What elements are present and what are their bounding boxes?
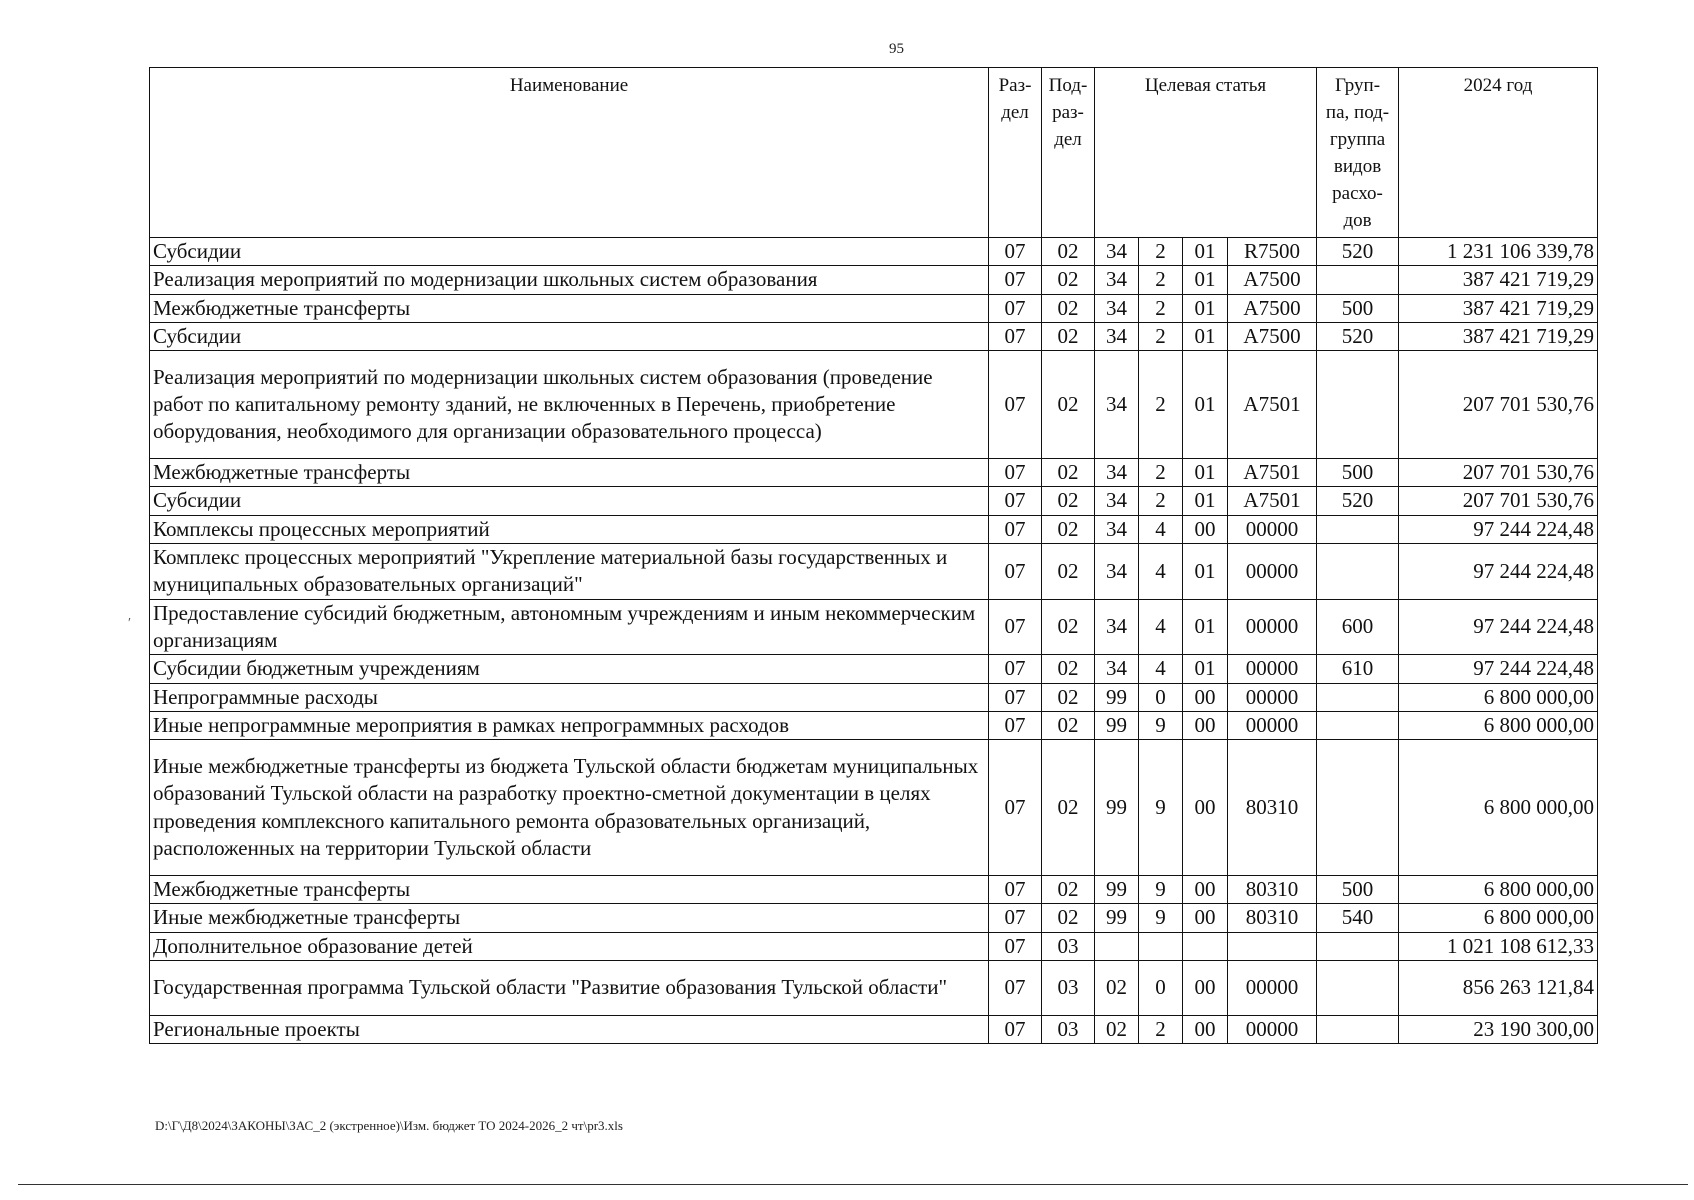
row-amount: 856 263 121,84 xyxy=(1399,961,1598,1016)
row-amount: 6 800 000,00 xyxy=(1399,904,1598,932)
row-name: Иные непрограммные мероприятия в рамках непрограммных расходов xyxy=(150,711,989,739)
table-row xyxy=(150,544,1598,600)
row-name: Дополнительное образование детей xyxy=(150,932,989,960)
row-target-program: 34 xyxy=(1095,599,1139,655)
header-target xyxy=(1095,68,1317,238)
table-row xyxy=(150,876,1598,904)
header-podrazdel xyxy=(1042,68,1095,238)
row-target-subprogram: 2 xyxy=(1139,322,1183,350)
row-target-subprogram: 4 xyxy=(1139,515,1183,543)
header-name-label: Наименование xyxy=(509,75,629,96)
row-amount: 1 021 108 612,33 xyxy=(1399,932,1598,960)
row-razdel: 07 xyxy=(989,238,1042,266)
row-name: Иные межбюджетные трансферты из бюджета Тульской области бюджетам муниципальных образований Тульской области на разработку проектно-сметной документации в целях проведения комплексного капитального ремонта образовательных организаций, расположенных на территории Тульской области xyxy=(150,740,989,876)
row-podrazdel: 02 xyxy=(1042,683,1095,711)
row-podrazdel: 02 xyxy=(1042,238,1095,266)
row-target-program: 99 xyxy=(1095,876,1139,904)
row-expense-group: 500 xyxy=(1317,294,1399,322)
row-expense-group: 520 xyxy=(1317,487,1399,515)
row-target-element: 00 xyxy=(1183,876,1228,904)
table-row xyxy=(150,961,1598,1016)
row-target-direction: А7501 xyxy=(1228,459,1317,487)
row-target-subprogram: 0 xyxy=(1139,683,1183,711)
row-name: Иные межбюджетные трансферты xyxy=(150,904,989,932)
table-row xyxy=(150,711,1598,739)
row-expense-group: 500 xyxy=(1317,876,1399,904)
row-name: Реализация мероприятий по модернизации школьных систем образования (проведение работ по капитальному ремонту зданий, не включенных в Перечень, приобретение оборудования, необходимого для организации образовательного процесса) xyxy=(150,351,989,459)
row-amount: 6 800 000,00 xyxy=(1399,876,1598,904)
row-target-subprogram: 2 xyxy=(1139,459,1183,487)
row-razdel: 07 xyxy=(989,351,1042,459)
row-target-subprogram: 9 xyxy=(1139,711,1183,739)
row-target-direction: 80310 xyxy=(1228,904,1317,932)
row-expense-group xyxy=(1317,961,1399,1016)
row-name: Реализация мероприятий по модернизации школьных систем образования xyxy=(150,266,989,294)
row-target-direction: 00000 xyxy=(1228,655,1317,683)
row-target-element: 00 xyxy=(1183,1016,1228,1044)
row-podrazdel: 02 xyxy=(1042,459,1095,487)
row-target-direction: А7500 xyxy=(1228,294,1317,322)
row-target-direction: 00000 xyxy=(1228,515,1317,543)
row-target-element: 01 xyxy=(1183,459,1228,487)
row-amount: 207 701 530,76 xyxy=(1399,487,1598,515)
table-row xyxy=(150,740,1598,876)
row-target-element: 01 xyxy=(1183,266,1228,294)
row-target-direction xyxy=(1228,932,1317,960)
row-target-element: 00 xyxy=(1183,740,1228,876)
header-row xyxy=(150,68,1598,238)
header-razdel xyxy=(989,68,1042,238)
row-target-subprogram: 0 xyxy=(1139,961,1183,1016)
row-expense-group xyxy=(1317,932,1399,960)
row-target-element: 00 xyxy=(1183,961,1228,1016)
row-target-direction: 00000 xyxy=(1228,711,1317,739)
row-amount: 387 421 719,29 xyxy=(1399,322,1598,350)
row-razdel: 07 xyxy=(989,876,1042,904)
row-target-program: 34 xyxy=(1095,266,1139,294)
row-razdel: 07 xyxy=(989,294,1042,322)
row-target-subprogram: 2 xyxy=(1139,1016,1183,1044)
row-name: Предоставление субсидий бюджетным, автономным учреждениям и иным некоммерческим организациям xyxy=(150,599,989,655)
row-target-subprogram: 2 xyxy=(1139,294,1183,322)
row-target-element: 01 xyxy=(1183,544,1228,600)
row-razdel: 07 xyxy=(989,322,1042,350)
table-row xyxy=(150,515,1598,543)
row-name: Региональные проекты xyxy=(150,1016,989,1044)
row-podrazdel: 02 xyxy=(1042,904,1095,932)
row-expense-group xyxy=(1317,711,1399,739)
row-target-element: 01 xyxy=(1183,294,1228,322)
row-name: Субсидии xyxy=(150,487,989,515)
row-podrazdel: 02 xyxy=(1042,322,1095,350)
row-amount: 6 800 000,00 xyxy=(1399,683,1598,711)
row-expense-group xyxy=(1317,1016,1399,1044)
row-target-element: 01 xyxy=(1183,322,1228,350)
row-podrazdel: 02 xyxy=(1042,876,1095,904)
table-body xyxy=(150,238,1598,1044)
row-amount: 207 701 530,76 xyxy=(1399,351,1598,459)
table-row xyxy=(150,599,1598,655)
table-row xyxy=(150,1016,1598,1044)
row-target-subprogram: 2 xyxy=(1139,266,1183,294)
header-group xyxy=(1317,68,1399,238)
row-target-element: 00 xyxy=(1183,711,1228,739)
row-razdel: 07 xyxy=(989,1016,1042,1044)
row-target-element: 00 xyxy=(1183,904,1228,932)
row-name: Комплекс процессных мероприятий "Укрепление материальной базы государственных и муниципальных образовательных организаций" xyxy=(150,544,989,600)
row-target-program: 99 xyxy=(1095,683,1139,711)
table-row xyxy=(150,266,1598,294)
row-podrazdel: 03 xyxy=(1042,1016,1095,1044)
row-expense-group xyxy=(1317,266,1399,294)
row-name: Субсидии xyxy=(150,238,989,266)
row-expense-group: 500 xyxy=(1317,459,1399,487)
row-name: Государственная программа Тульской области "Развитие образования Тульской области" xyxy=(150,961,989,1016)
row-name: Субсидии бюджетным учреждениям xyxy=(150,655,989,683)
row-target-element: 01 xyxy=(1183,487,1228,515)
row-target-program: 02 xyxy=(1095,1016,1139,1044)
row-expense-group xyxy=(1317,683,1399,711)
table-row xyxy=(150,683,1598,711)
row-target-direction: А7500 xyxy=(1228,266,1317,294)
row-expense-group: 520 xyxy=(1317,322,1399,350)
row-target-direction: 00000 xyxy=(1228,683,1317,711)
row-razdel: 07 xyxy=(989,487,1042,515)
row-amount: 97 244 224,48 xyxy=(1399,599,1598,655)
row-expense-group xyxy=(1317,515,1399,543)
row-target-program: 34 xyxy=(1095,238,1139,266)
row-target-direction: 00000 xyxy=(1228,1016,1317,1044)
header-podrazdel-label: Под- раз- дел xyxy=(1048,75,1088,150)
row-target-program: 34 xyxy=(1095,487,1139,515)
bottom-rule xyxy=(18,1184,1688,1185)
row-target-element: 00 xyxy=(1183,515,1228,543)
budget-table xyxy=(149,67,1598,1044)
row-amount: 97 244 224,48 xyxy=(1399,544,1598,600)
row-target-program: 02 xyxy=(1095,961,1139,1016)
row-expense-group: 520 xyxy=(1317,238,1399,266)
row-razdel: 07 xyxy=(989,655,1042,683)
row-razdel: 07 xyxy=(989,932,1042,960)
row-podrazdel: 02 xyxy=(1042,599,1095,655)
row-amount: 387 421 719,29 xyxy=(1399,266,1598,294)
row-razdel: 07 xyxy=(989,544,1042,600)
row-target-program: 34 xyxy=(1095,515,1139,543)
row-podrazdel: 03 xyxy=(1042,961,1095,1016)
row-podrazdel: 03 xyxy=(1042,932,1095,960)
header-year xyxy=(1399,68,1598,238)
header-target-label: Целевая статья xyxy=(1144,75,1267,96)
row-razdel: 07 xyxy=(989,683,1042,711)
header-group-label: Груп- па, под- группа видов расхо- дов xyxy=(1325,75,1390,231)
row-amount: 387 421 719,29 xyxy=(1399,294,1598,322)
table-row xyxy=(150,655,1598,683)
row-name: Межбюджетные трансферты xyxy=(150,294,989,322)
row-target-subprogram: 4 xyxy=(1139,599,1183,655)
row-razdel: 07 xyxy=(989,515,1042,543)
row-target-program: 99 xyxy=(1095,740,1139,876)
row-expense-group: 540 xyxy=(1317,904,1399,932)
row-target-direction: 80310 xyxy=(1228,876,1317,904)
row-razdel: 07 xyxy=(989,961,1042,1016)
row-podrazdel: 02 xyxy=(1042,351,1095,459)
row-expense-group xyxy=(1317,740,1399,876)
row-target-element: 01 xyxy=(1183,351,1228,459)
table-row xyxy=(150,294,1598,322)
row-amount: 97 244 224,48 xyxy=(1399,515,1598,543)
row-target-element: 01 xyxy=(1183,655,1228,683)
table-row xyxy=(150,459,1598,487)
row-target-subprogram: 2 xyxy=(1139,487,1183,515)
row-target-subprogram: 9 xyxy=(1139,904,1183,932)
row-target-subprogram: 2 xyxy=(1139,238,1183,266)
row-target-subprogram xyxy=(1139,932,1183,960)
row-name: Субсидии xyxy=(150,322,989,350)
row-target-direction: 00000 xyxy=(1228,544,1317,600)
row-amount: 207 701 530,76 xyxy=(1399,459,1598,487)
scan-mark: ′ xyxy=(128,616,132,631)
table-header xyxy=(150,68,1598,238)
row-target-direction: 00000 xyxy=(1228,961,1317,1016)
table-row xyxy=(150,487,1598,515)
row-target-element xyxy=(1183,932,1228,960)
row-expense-group: 610 xyxy=(1317,655,1399,683)
row-podrazdel: 02 xyxy=(1042,515,1095,543)
header-year-label: 2024 год xyxy=(1463,75,1533,96)
row-expense-group xyxy=(1317,544,1399,600)
row-target-element: 01 xyxy=(1183,238,1228,266)
row-name: Непрограммные расходы xyxy=(150,683,989,711)
row-expense-group xyxy=(1317,351,1399,459)
row-target-subprogram: 2 xyxy=(1139,351,1183,459)
row-target-program: 34 xyxy=(1095,544,1139,600)
row-amount: 1 231 106 339,78 xyxy=(1399,238,1598,266)
row-target-program: 34 xyxy=(1095,655,1139,683)
row-name: Комплексы процессных мероприятий xyxy=(150,515,989,543)
row-podrazdel: 02 xyxy=(1042,294,1095,322)
row-target-subprogram: 9 xyxy=(1139,740,1183,876)
row-razdel: 07 xyxy=(989,904,1042,932)
row-razdel: 07 xyxy=(989,459,1042,487)
row-razdel: 07 xyxy=(989,266,1042,294)
row-podrazdel: 02 xyxy=(1042,544,1095,600)
row-target-subprogram: 4 xyxy=(1139,655,1183,683)
row-name: Межбюджетные трансферты xyxy=(150,876,989,904)
row-target-program: 34 xyxy=(1095,322,1139,350)
row-target-program: 34 xyxy=(1095,351,1139,459)
row-podrazdel: 02 xyxy=(1042,655,1095,683)
row-razdel: 07 xyxy=(989,599,1042,655)
footer-file-path: D:\Г\Д8\2024\ЗАКОНЫ\ЗАС_2 (экстренное)\Изм. бюджет ТО 2024-2026_2 чт\pr3.xls xyxy=(155,1118,623,1133)
row-razdel: 07 xyxy=(989,740,1042,876)
row-target-direction: 80310 xyxy=(1228,740,1317,876)
row-target-program: 99 xyxy=(1095,904,1139,932)
row-name: Межбюджетные трансферты xyxy=(150,459,989,487)
row-amount: 6 800 000,00 xyxy=(1399,740,1598,876)
row-amount: 23 190 300,00 xyxy=(1399,1016,1598,1044)
row-podrazdel: 02 xyxy=(1042,711,1095,739)
row-target-element: 01 xyxy=(1183,599,1228,655)
header-razdel-label: Раз- дел xyxy=(998,75,1032,123)
row-amount: 6 800 000,00 xyxy=(1399,711,1598,739)
row-target-program: 34 xyxy=(1095,459,1139,487)
row-target-subprogram: 9 xyxy=(1139,876,1183,904)
row-target-subprogram: 4 xyxy=(1139,544,1183,600)
table-row xyxy=(150,904,1598,932)
row-razdel: 07 xyxy=(989,711,1042,739)
row-target-direction: А7501 xyxy=(1228,487,1317,515)
page-number: 95 xyxy=(889,41,904,57)
row-podrazdel: 02 xyxy=(1042,487,1095,515)
row-podrazdel: 02 xyxy=(1042,740,1095,876)
row-target-element: 00 xyxy=(1183,683,1228,711)
row-target-direction: R7500 xyxy=(1228,238,1317,266)
row-target-program: 34 xyxy=(1095,294,1139,322)
row-target-program: 99 xyxy=(1095,711,1139,739)
row-target-direction: 00000 xyxy=(1228,599,1317,655)
row-expense-group: 600 xyxy=(1317,599,1399,655)
table-row xyxy=(150,351,1598,459)
row-target-direction: А7500 xyxy=(1228,322,1317,350)
row-target-direction: А7501 xyxy=(1228,351,1317,459)
table-row xyxy=(150,238,1598,266)
row-podrazdel: 02 xyxy=(1042,266,1095,294)
table-row xyxy=(150,322,1598,350)
row-amount: 97 244 224,48 xyxy=(1399,655,1598,683)
row-target-program xyxy=(1095,932,1139,960)
table-row xyxy=(150,932,1598,960)
header-name xyxy=(150,68,989,238)
